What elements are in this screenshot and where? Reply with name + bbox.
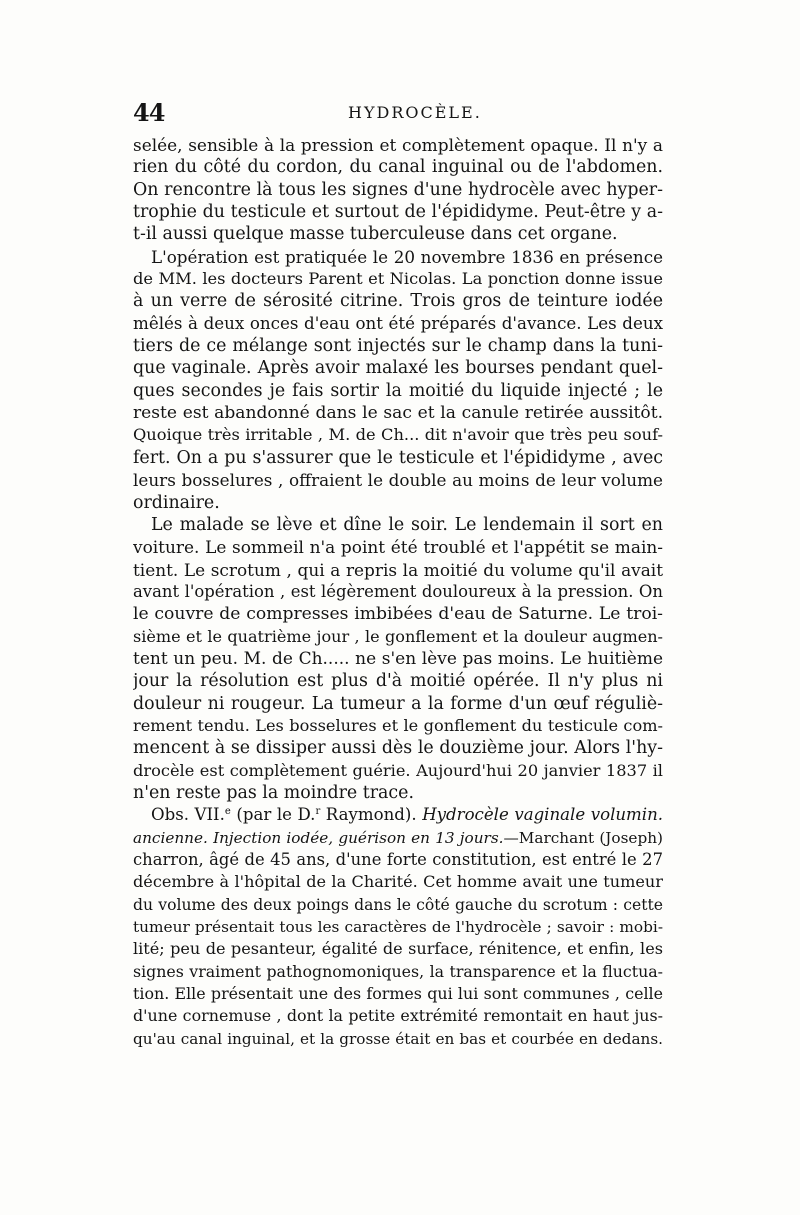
text-line: que vaginale. Après avoir malaxé les bourses pendant quel- <box>133 358 663 379</box>
text-line: Le malade se lève et dîne le soir. Le lendemain il sort en <box>151 514 663 535</box>
observation-author-prefix: (par le D. <box>230 805 316 825</box>
text-line: jour la résolution est plus d'à moitié opérée. Il n'y plus ni <box>133 671 663 692</box>
text-line: mêlés à deux onces d'eau ont été préparés d'avance. Les deux <box>133 313 663 333</box>
text-line: leurs bosselures , offraient le double au moins de leur volume <box>133 470 663 491</box>
text-line: tiers de ce mélange sont injectés sur le champ dans la tuni- <box>133 336 663 357</box>
text-line: lité; peu de pesanteur, égalité de surface, rénitence, et enfin, les <box>133 939 663 959</box>
text-line: tient. Le scrotum , qui a repris la moitié du volume qu'il avait <box>133 559 663 580</box>
text-line: du volume des deux poings dans le côté gauche du scrotum : cette <box>133 895 663 914</box>
text-line: à un verre de sérosité citrine. Trois gros de teinture iodée <box>133 291 663 312</box>
observation-patient-name: —Marchant (Joseph) <box>503 828 663 847</box>
observation-title-italic: ancienne. Injection iodée, guérison en 13 jours. <box>133 828 504 847</box>
text-line: qu'au canal inguinal, et la grosse était en bas et courbée en dedans. <box>133 1029 663 1048</box>
text-line: On rencontre là tous les signes d'une hydrocèle avec hyper- <box>133 179 663 200</box>
text-line: sième et le quatrième jour , le gonflement et la douleur augmen- <box>133 626 663 646</box>
text-line: drocèle est complètement guérie. Aujourd'hui 20 janvier 1837 il <box>133 760 663 780</box>
text-line: t-il aussi quelque masse tuberculeuse dans cet organe. <box>133 224 618 245</box>
text-line: L'opération est pratiquée le 20 novembre 1836 en présence <box>151 246 663 267</box>
text-line: reste est abandonné dans le sac et la canule retirée aussitôt. <box>133 403 663 424</box>
observation-title-line <box>133 827 663 849</box>
text-line: rien du côté du cordon, du canal inguinal ou de l'abdomen. <box>133 157 663 178</box>
text-line: selée, sensible à la pression et complètement opaque. Il n'y a <box>133 135 663 155</box>
observation-title-italic: Hydrocèle vaginale volumin. <box>422 805 663 825</box>
observation-heading-line <box>133 804 663 826</box>
text-line: mencent à se dissiper aussi dès le douzième jour. Alors l'hy- <box>133 738 663 759</box>
text-line: tumeur présentait tous les caractères de l'hydrocèle ; savoir : mobi- <box>133 918 663 937</box>
text-line: tion. Elle présentait une des formes qui lui sont communes , celle <box>133 984 663 1004</box>
text-line: voiture. Le sommeil n'a point été troublé et l'appétit se main- <box>133 537 663 558</box>
body-text <box>133 134 663 1050</box>
text-line: ordinaire. <box>133 492 220 513</box>
page-header <box>133 98 663 128</box>
text-line: n'en reste pas la moindre trace. <box>133 782 414 803</box>
text-line: avant l'opération , est légèrement douloureux à la pression. On <box>133 581 663 601</box>
observation-author-superscript: r <box>315 806 321 818</box>
observation-label: Obs. VII. <box>151 805 225 825</box>
text-line: décembre à l'hôpital de la Charité. Cet homme avait une tumeur <box>133 872 663 892</box>
page-number: 44 <box>133 98 165 127</box>
running-head: HYDROCÈLE. <box>348 103 482 122</box>
text-line: le couvre de compresses imbibées d'eau de Saturne. Le troi- <box>133 604 663 625</box>
text-line: tent un peu. M. de Ch..... ne s'en lève pas moins. Le huitième <box>133 648 663 669</box>
text-line: rement tendu. Les bosselures et le gonflement du testicule com- <box>133 715 663 735</box>
text-line: ques secondes je fais sortir la moitié du liquide injecté ; le <box>133 380 663 401</box>
text-line: fert. On a pu s'assurer que le testicule et l'épididyme , avec <box>133 447 663 468</box>
observation-author-name: Raymond). <box>320 805 423 825</box>
text-line: signes vraiment pathognomoniques, la transparence et la fluctua- <box>133 961 663 981</box>
text-line: douleur ni rougeur. La tumeur a la forme d'un œuf réguliè- <box>133 693 663 714</box>
observation-label-superscript: e <box>224 806 231 818</box>
text-line: charron, âgé de 45 ans, d'une forte constitution, est entré le 27 <box>133 850 663 869</box>
text-line: de MM. les docteurs Parent et Nicolas. La ponction donne issue <box>133 269 663 289</box>
text-line: trophie du testicule et surtout de l'épididyme. Peut-être y a- <box>133 202 663 223</box>
text-line: d'une cornemuse , dont la petite extrémité remontait en haut jus- <box>133 1006 663 1026</box>
text-line: Quoique très irritable , M. de Ch... dit n'avoir que très peu souf- <box>133 425 663 445</box>
